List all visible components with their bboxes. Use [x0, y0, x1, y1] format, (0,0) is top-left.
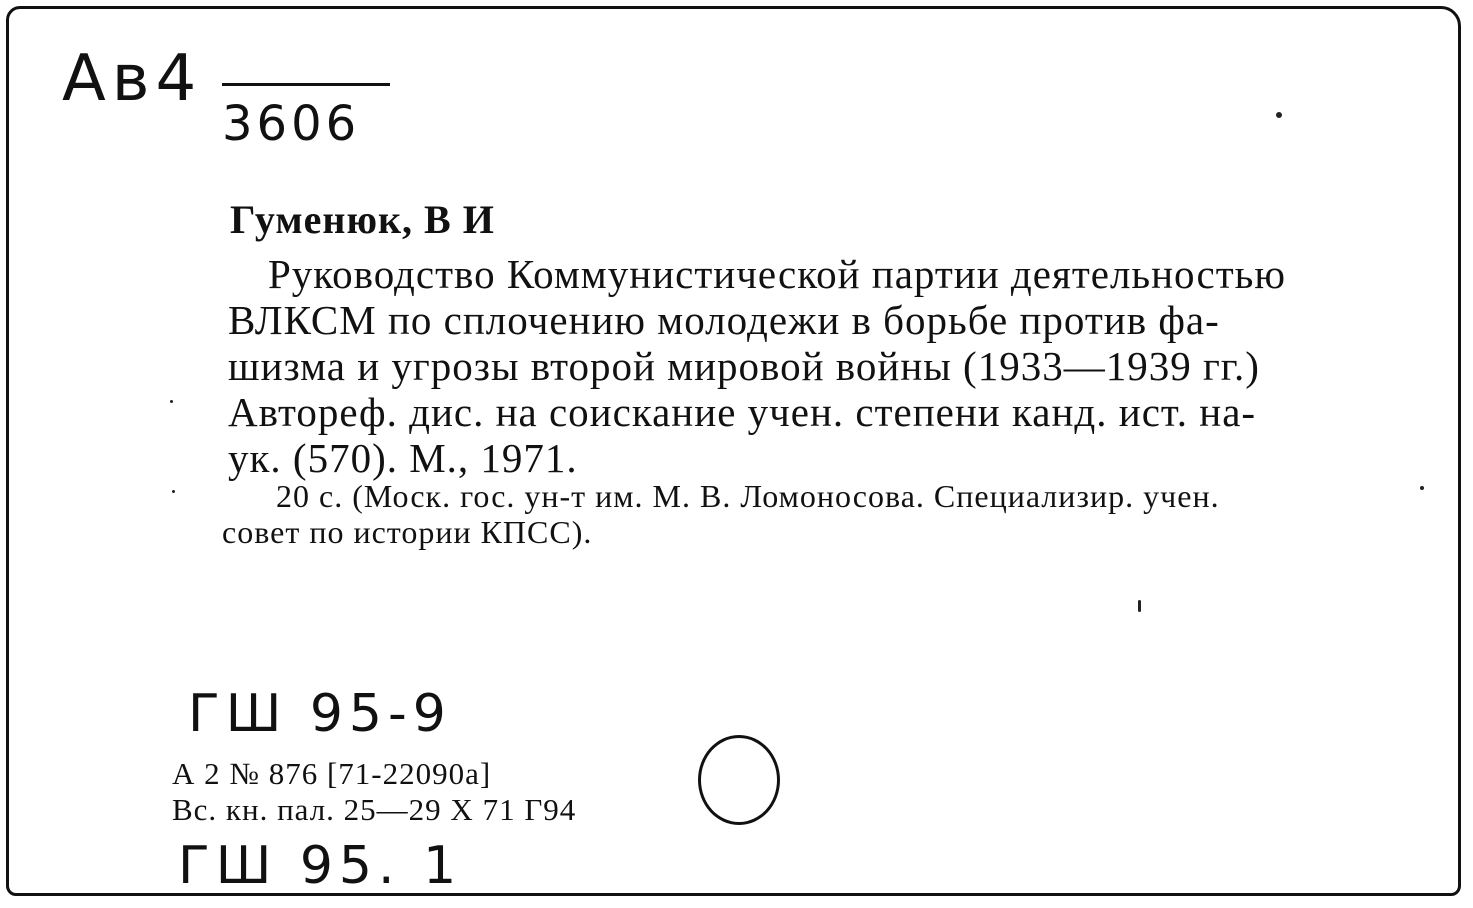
call-number-divider: [222, 83, 390, 86]
call-number-handwritten: Ав4: [62, 42, 203, 116]
title-line-4: Автореф. дис. на соискание учен. степени канд. ист. на-: [228, 389, 1257, 435]
handwritten-shelf-mark-2: ГШ 95. 1: [178, 836, 463, 896]
physical-description-line-1: 20 с. (Моск. гос. ун-т им. М. В. Ломоносова. Специализир. учен.: [276, 478, 1220, 514]
speck: [1138, 600, 1141, 612]
title-line-2: ВЛКСМ по сплочению молодежи в борьбе против фа-: [228, 297, 1220, 343]
handwritten-circle-mark: [698, 735, 780, 825]
title-line-5: ук. (570). М., 1971.: [228, 435, 578, 481]
title-line-1: Руководство Коммунистической партии деятельностью: [268, 251, 1287, 297]
speck: [1276, 112, 1282, 118]
imprint-line-1: А 2 № 876 [71-22090а]: [172, 756, 492, 791]
handwritten-shelf-mark-1: ГШ 95-9: [188, 684, 452, 744]
call-number-sub-handwritten: 3606: [222, 96, 361, 152]
author-heading: Гуменюк, В И: [230, 197, 495, 242]
speck: [170, 400, 173, 403]
speck: [1420, 486, 1424, 490]
physical-description-line-2: совет по истории КПСС).: [222, 514, 593, 550]
title-line-3: шизма и угрозы второй мировой войны (1933—1939 гг.): [228, 343, 1260, 389]
imprint-line-2: Вс. кн. пал. 25—29 X 71 Г94: [172, 792, 577, 827]
speck: [172, 490, 175, 493]
